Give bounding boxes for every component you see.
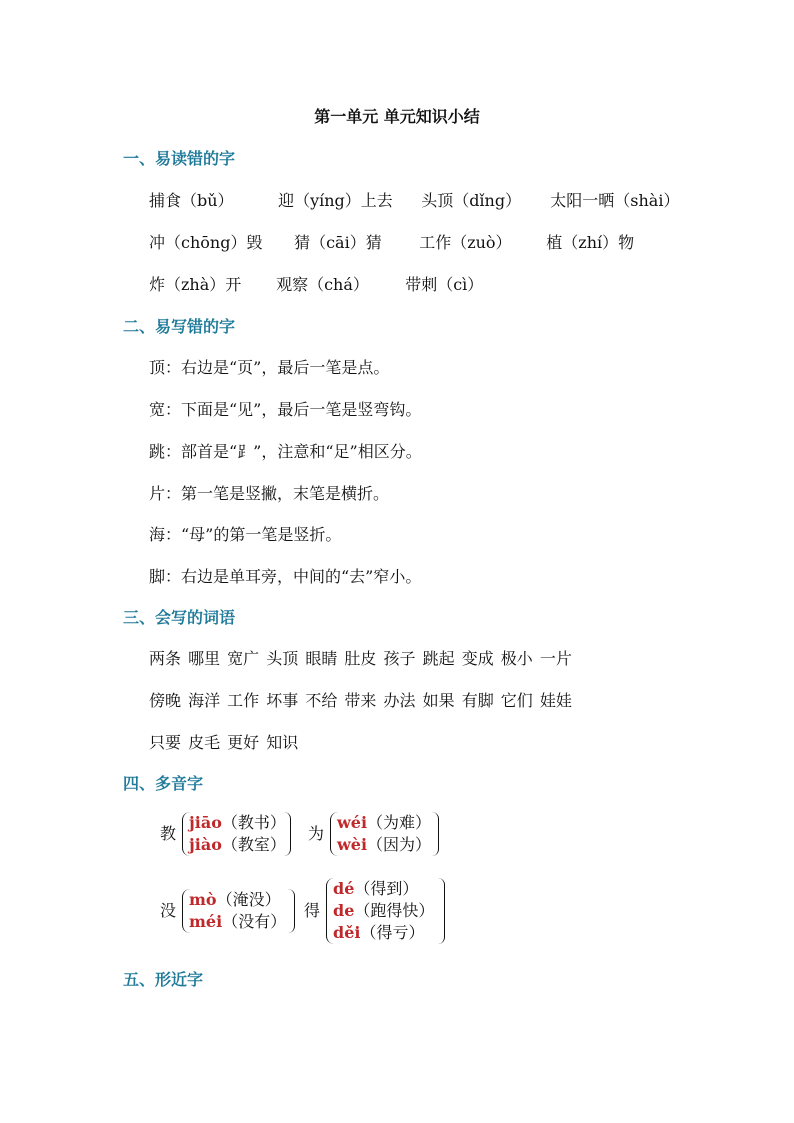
pinyin: jiào — [189, 835, 222, 854]
writewrong-line: 顶：右边是“页”，最后一笔是点。 — [149, 358, 390, 377]
polyphone-options — [330, 812, 431, 856]
polyphone-option — [189, 911, 286, 933]
example-word: （为难） — [367, 813, 432, 832]
readwrong-item: 头顶（dǐng） — [421, 191, 522, 210]
readwrong-row-1 — [149, 189, 679, 213]
pinyin: wèi — [337, 835, 368, 854]
pinyin: méi — [189, 912, 223, 931]
readwrong-item: 炸（zhà）开 — [149, 275, 242, 294]
brace-right — [432, 812, 439, 856]
section-heading-3: 三、会写的词语 — [123, 608, 236, 627]
example-word: （教室） — [221, 835, 286, 854]
page-title: 第一单元 单元知识小结 — [314, 107, 480, 126]
writewrong-line: 跳：部首是“⻊”，注意和“足”相区分。 — [149, 442, 422, 461]
readwrong-item: 太阳一晒（shài） — [550, 191, 680, 210]
words-row: 只要 皮毛 更好 知识 — [149, 733, 299, 752]
readwrong-row-2 — [149, 231, 634, 255]
polyphone-char: 得 — [304, 901, 321, 920]
polyphone-option — [337, 812, 431, 834]
section-heading-2: 二、易写错的字 — [123, 317, 236, 336]
polyphone-char: 没 — [160, 901, 177, 920]
writewrong-line: 脚：右边是单耳旁，中间的“去”窄小。 — [149, 567, 422, 586]
section-heading-1: 一、易读错的字 — [123, 149, 236, 168]
writewrong-line: 海：“母”的第一笔是竖折。 — [149, 525, 342, 544]
brace-right — [284, 812, 291, 856]
words-row: 两条 哪里 宽广 头顶 眼睛 肚皮 孩子 跳起 变成 极小 一片 — [149, 649, 572, 668]
readwrong-item: 捕食（bǔ） — [149, 191, 234, 210]
polyphone-char: 教 — [160, 824, 177, 843]
polyphone-group — [160, 812, 300, 860]
polyphone-option — [189, 812, 286, 834]
polyphone-char: 为 — [308, 824, 325, 843]
example-word: （得到） — [354, 879, 419, 898]
brace-right — [288, 889, 295, 933]
readwrong-item: 迎（yíng）上去 — [278, 191, 393, 210]
example-word: （因为） — [367, 835, 432, 854]
readwrong-item: 带刺（cì） — [405, 275, 484, 294]
readwrong-row-3 — [149, 273, 483, 297]
words-row: 傍晚 海洋 工作 坏事 不给 带来 办法 如果 有脚 它们 娃娃 — [149, 691, 572, 710]
writewrong-line: 宽：下面是“见”，最后一笔是竖弯钩。 — [149, 400, 422, 419]
polyphone-group — [304, 878, 454, 948]
pinyin: dé — [333, 879, 355, 898]
brace-right — [438, 878, 445, 944]
section-heading-4: 四、多音字 — [123, 774, 204, 793]
readwrong-item: 冲（chōng）毁 — [149, 233, 263, 252]
readwrong-item: 猜（cāi）猜 — [294, 233, 382, 252]
readwrong-item: 观察（chá） — [276, 275, 369, 294]
example-word: （跑得快） — [354, 901, 435, 920]
example-word: （没有） — [222, 912, 287, 931]
readwrong-item: 植（zhí）物 — [546, 233, 635, 252]
writewrong-line: 片：第一笔是竖撇，末笔是横折。 — [149, 484, 390, 503]
polyphone-group — [160, 889, 300, 937]
polyphone-option — [333, 900, 434, 922]
section-heading-5: 五、形近字 — [123, 970, 204, 989]
polyphone-options — [326, 878, 434, 944]
pinyin: jiāo — [189, 813, 222, 832]
example-word: （得亏） — [360, 923, 425, 942]
polyphone-options — [182, 812, 286, 856]
polyphone-options — [182, 889, 286, 933]
pinyin: wéi — [337, 813, 368, 832]
pinyin: mò — [189, 890, 217, 909]
pinyin: děi — [333, 923, 361, 942]
example-word: （教书） — [221, 813, 286, 832]
polyphone-option — [337, 834, 431, 856]
example-word: （淹没） — [216, 890, 281, 909]
readwrong-item: 工作（zuò） — [419, 233, 512, 252]
polyphone-option — [189, 834, 286, 856]
pinyin: de — [333, 901, 355, 920]
polyphone-option — [333, 922, 434, 944]
polyphone-option — [189, 889, 286, 911]
polyphone-option — [333, 878, 434, 900]
polyphone-group — [308, 812, 448, 860]
